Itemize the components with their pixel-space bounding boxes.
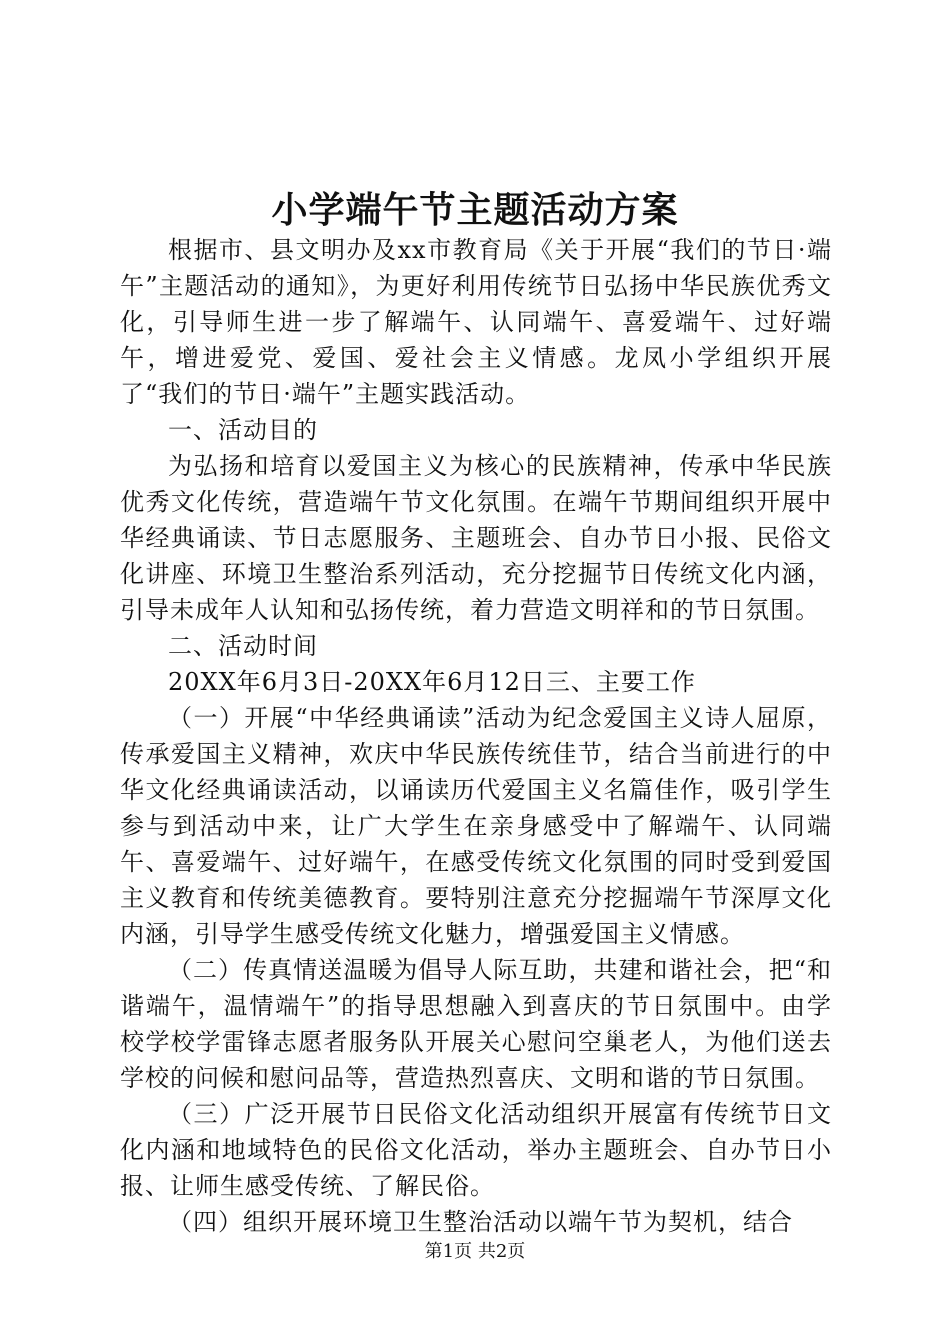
paragraph-item-1: （一）开展“中华经典诵读”活动为纪念爱国主义诗人屈原，传承爱国主义精神，欢庆中华民族传统佳节，结合当前进行的中华文化经典诵读活动，以诵读历代爱国主义名篇佳作，吸引学生参与到活动中来，让广大学生在亲身感受中了解端午、认同端午、喜爱端午、过好端午，在感受传统文化氛围的同时受到爱国主义教育和传统美德教育。要特别注意充分挖掘端午节深厚文化内涵，引导学生感受传统文化魅力，增强爱国主义情感。 (120, 704, 832, 948)
page-number: 第1页 共2页 (424, 1241, 526, 1262)
document-body (120, 232, 832, 1240)
paragraph-time-and-main-work: 20XX年6月3日-20XX年6月12日三、主要工作 (168, 668, 696, 696)
document-title: 小学端午节主题活动方案 (271, 189, 679, 231)
paragraph-item-3: （三）广泛开展节日民俗文化活动组织开展富有传统节日文化内涵和地域特色的民俗文化活动，举办主题班会、自办节日小报、让师生感受传统、了解民俗。 (120, 1100, 832, 1200)
paragraph-item-2: （二）传真情送温暖为倡导人际互助，共建和谐社会，把“和谐端午，温情端午”的指导思想融入到喜庆的节日氛围中。由学校学校学雷锋志愿者服务队开展关心慰问空巢老人，为他们送去学校的问候和慰问品等，营造热烈喜庆、文明和谐的节日氛围。 (120, 956, 832, 1092)
paragraph-item-4: （四）组织开展环境卫生整治活动以端午节为契机，结合 (168, 1208, 793, 1236)
paragraph-purpose: 为弘扬和培育以爱国主义为核心的民族精神，传承中华民族优秀文化传统，营造端午节文化氛围。在端午节期间组织开展中华经典诵读、节日志愿服务、主题班会、自办节日小报、民俗文化讲座、环境卫生整治系列活动，充分挖掘节日传统文化内涵，引导未成年人认知和弘扬传统，着力营造文明祥和的节日氛围。 (120, 452, 832, 624)
heading-activity-time: 二、活动时间 (168, 632, 318, 660)
paragraph-intro: 根据市、县文明办及xx市教育局《关于开展“我们的节日·端午”主题活动的通知》，为更好利用传统节日弘扬中华民族优秀文化，引导师生进一步了解端午、认同端午、喜爱端午、过好端午，增进爱党、爱国、爱社会主义情感。龙凤小学组织开展了“我们的节日·端午”主题实践活动。 (120, 236, 832, 408)
heading-activity-purpose: 一、活动目的 (168, 416, 318, 444)
